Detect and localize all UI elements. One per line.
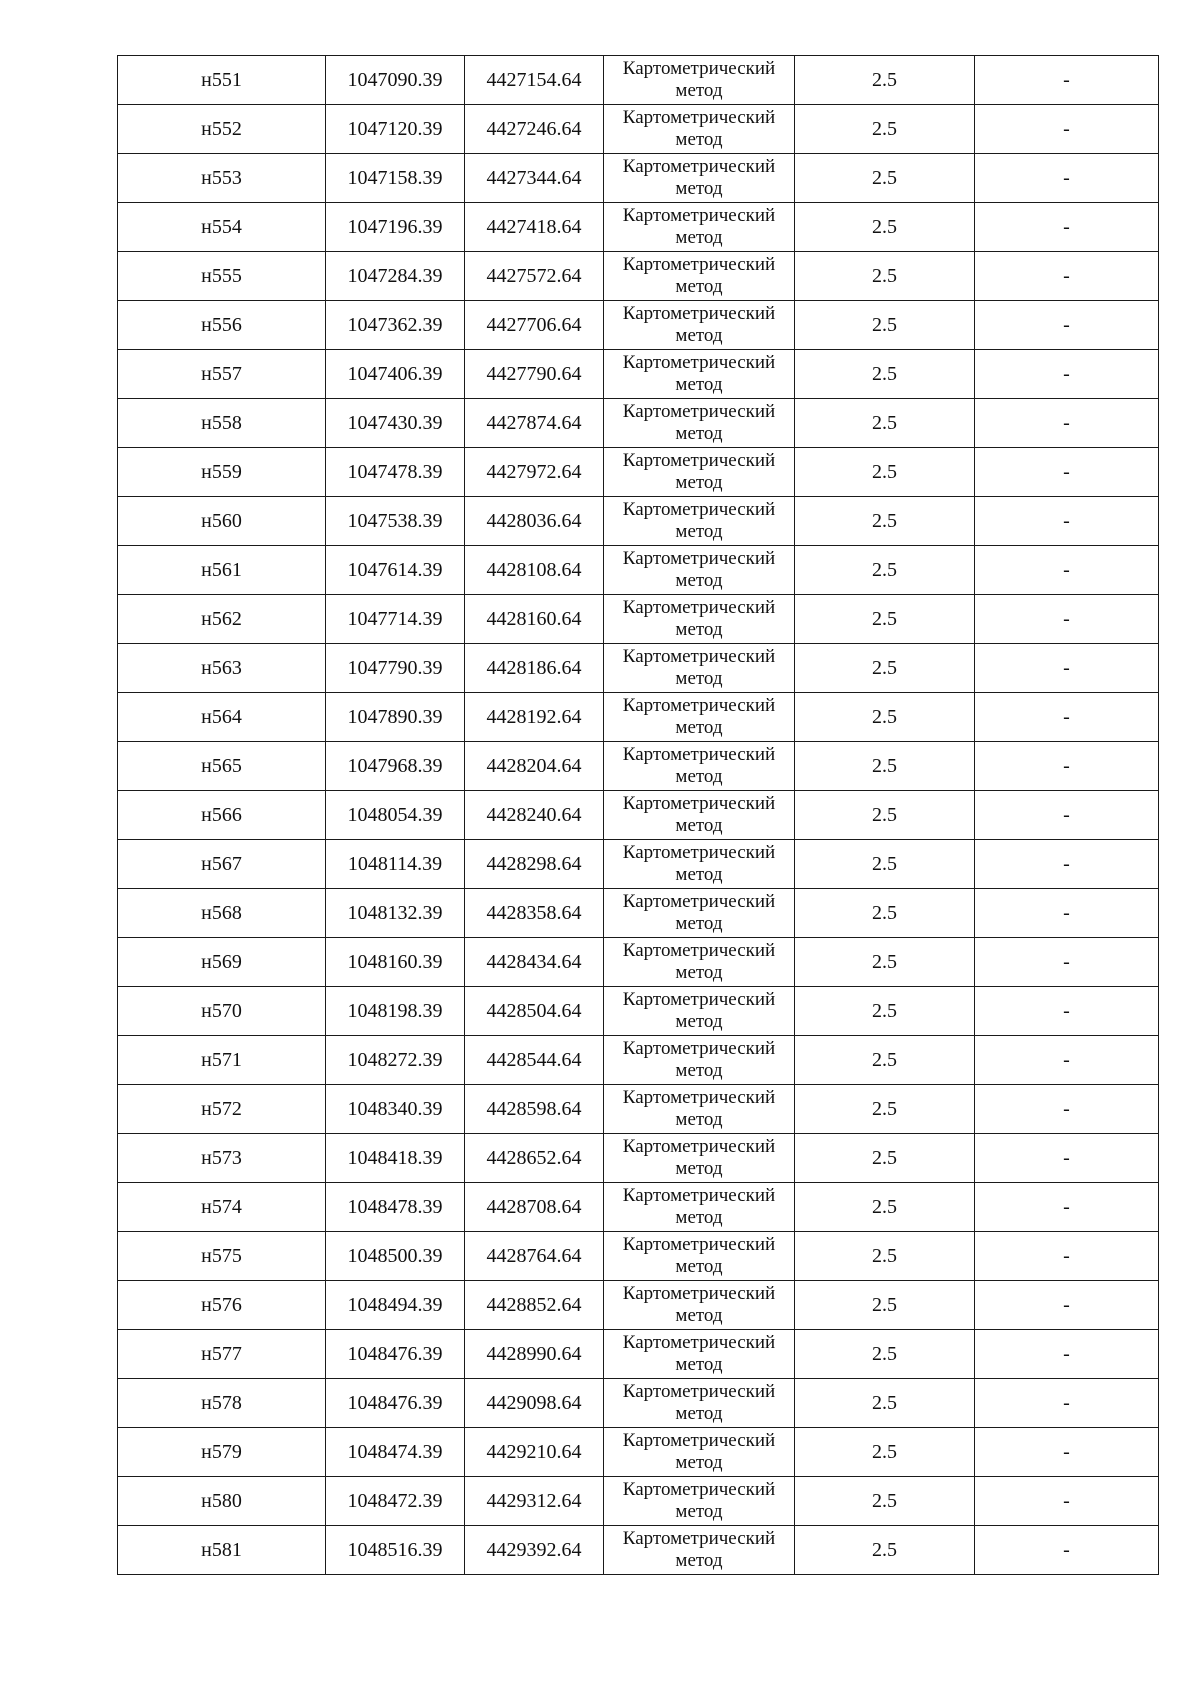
point-id-cell: н568 (118, 889, 326, 938)
accuracy-cell: 2.5 (795, 644, 975, 693)
x-coordinate-cell: 1048476.39 (326, 1330, 465, 1379)
y-coordinate-cell: 4428186.64 (465, 644, 604, 693)
accuracy-cell: 2.5 (795, 1085, 975, 1134)
y-coordinate-cell: 4428298.64 (465, 840, 604, 889)
method-line2: метод (675, 668, 723, 689)
point-id-cell: н553 (118, 154, 326, 203)
x-coordinate-cell: 1048272.39 (326, 1036, 465, 1085)
point-id-cell: н573 (118, 1134, 326, 1183)
method-line1: Картометрический (622, 989, 776, 1010)
point-id-cell: н554 (118, 203, 326, 252)
method-line1: Картометрический (622, 1136, 776, 1157)
table-row (118, 203, 1159, 252)
table-row (118, 938, 1159, 987)
y-coordinate-cell: 4428434.64 (465, 938, 604, 987)
point-id-cell: н562 (118, 595, 326, 644)
accuracy-cell: 2.5 (795, 1379, 975, 1428)
y-coordinate-cell: 4428852.64 (465, 1281, 604, 1330)
point-id-cell: н574 (118, 1183, 326, 1232)
y-coordinate-cell: 4428504.64 (465, 987, 604, 1036)
note-cell: - (975, 693, 1159, 742)
table-row (118, 644, 1159, 693)
x-coordinate-cell: 1048418.39 (326, 1134, 465, 1183)
method-line1: Картометрический (622, 107, 776, 128)
method-cell (604, 693, 795, 742)
note-cell: - (975, 791, 1159, 840)
method-line2: метод (675, 1207, 723, 1228)
table-row (118, 595, 1159, 644)
note-cell: - (975, 301, 1159, 350)
y-coordinate-cell: 4427972.64 (465, 448, 604, 497)
accuracy-cell: 2.5 (795, 1428, 975, 1477)
note-cell: - (975, 252, 1159, 301)
x-coordinate-cell: 1048476.39 (326, 1379, 465, 1428)
point-id-cell: н579 (118, 1428, 326, 1477)
table-row (118, 1379, 1159, 1428)
method-line1: Картометрический (622, 1479, 776, 1500)
y-coordinate-cell: 4429098.64 (465, 1379, 604, 1428)
method-cell (604, 1036, 795, 1085)
method-cell (604, 1183, 795, 1232)
y-coordinate-cell: 4428192.64 (465, 693, 604, 742)
method-cell (604, 938, 795, 987)
note-cell: - (975, 1134, 1159, 1183)
x-coordinate-cell: 1047614.39 (326, 546, 465, 595)
table-row (118, 1134, 1159, 1183)
method-line2: метод (675, 1109, 723, 1130)
method-line2: метод (675, 472, 723, 493)
note-cell: - (975, 595, 1159, 644)
method-line1: Картометрический (622, 450, 776, 471)
method-cell (604, 987, 795, 1036)
point-id-cell: н558 (118, 399, 326, 448)
y-coordinate-cell: 4427418.64 (465, 203, 604, 252)
accuracy-cell: 2.5 (795, 1134, 975, 1183)
note-cell: - (975, 154, 1159, 203)
point-id-cell: н572 (118, 1085, 326, 1134)
point-id-cell: н578 (118, 1379, 326, 1428)
method-line1: Картометрический (622, 548, 776, 569)
method-line2: метод (675, 766, 723, 787)
accuracy-cell: 2.5 (795, 301, 975, 350)
accuracy-cell: 2.5 (795, 1526, 975, 1575)
accuracy-cell: 2.5 (795, 203, 975, 252)
method-cell (604, 1330, 795, 1379)
method-cell (604, 350, 795, 399)
accuracy-cell: 2.5 (795, 1036, 975, 1085)
method-line2: метод (675, 227, 723, 248)
accuracy-cell: 2.5 (795, 399, 975, 448)
method-line1: Картометрический (622, 695, 776, 716)
method-line1: Картометрический (622, 1430, 776, 1451)
method-line1: Картометрический (622, 156, 776, 177)
note-cell: - (975, 987, 1159, 1036)
method-cell (604, 105, 795, 154)
point-id-cell: н569 (118, 938, 326, 987)
method-line1: Картометрический (622, 303, 776, 324)
method-cell (604, 203, 795, 252)
x-coordinate-cell: 1048132.39 (326, 889, 465, 938)
x-coordinate-cell: 1048500.39 (326, 1232, 465, 1281)
method-cell (604, 1379, 795, 1428)
note-cell: - (975, 889, 1159, 938)
method-cell (604, 1281, 795, 1330)
x-coordinate-cell: 1047430.39 (326, 399, 465, 448)
y-coordinate-cell: 4428544.64 (465, 1036, 604, 1085)
x-coordinate-cell: 1047968.39 (326, 742, 465, 791)
method-cell (604, 1085, 795, 1134)
method-line1: Картометрический (622, 1185, 776, 1206)
method-line2: метод (675, 815, 723, 836)
y-coordinate-cell: 4428990.64 (465, 1330, 604, 1379)
x-coordinate-cell: 1048114.39 (326, 840, 465, 889)
y-coordinate-cell: 4428204.64 (465, 742, 604, 791)
method-cell (604, 154, 795, 203)
method-line2: метод (675, 1305, 723, 1326)
x-coordinate-cell: 1047158.39 (326, 154, 465, 203)
accuracy-cell: 2.5 (795, 1330, 975, 1379)
method-line1: Картометрический (622, 205, 776, 226)
method-line1: Картометрический (622, 891, 776, 912)
note-cell: - (975, 350, 1159, 399)
method-line2: метод (675, 521, 723, 542)
note-cell: - (975, 840, 1159, 889)
table-row (118, 1477, 1159, 1526)
method-line2: метод (675, 80, 723, 101)
note-cell: - (975, 56, 1159, 105)
method-cell (604, 595, 795, 644)
y-coordinate-cell: 4429392.64 (465, 1526, 604, 1575)
y-coordinate-cell: 4427874.64 (465, 399, 604, 448)
method-line2: метод (675, 962, 723, 983)
y-coordinate-cell: 4427706.64 (465, 301, 604, 350)
y-coordinate-cell: 4428598.64 (465, 1085, 604, 1134)
method-cell (604, 840, 795, 889)
table-row (118, 399, 1159, 448)
x-coordinate-cell: 1047090.39 (326, 56, 465, 105)
x-coordinate-cell: 1048474.39 (326, 1428, 465, 1477)
coordinates-table-body (118, 56, 1159, 1575)
method-line2: метод (675, 717, 723, 738)
method-cell (604, 546, 795, 595)
note-cell: - (975, 644, 1159, 693)
table-row (118, 889, 1159, 938)
method-line1: Картометрический (622, 1381, 776, 1402)
method-line2: метод (675, 619, 723, 640)
method-cell (604, 301, 795, 350)
y-coordinate-cell: 4429312.64 (465, 1477, 604, 1526)
point-id-cell: н551 (118, 56, 326, 105)
accuracy-cell: 2.5 (795, 546, 975, 595)
x-coordinate-cell: 1047538.39 (326, 497, 465, 546)
method-line1: Картометрический (622, 940, 776, 961)
accuracy-cell: 2.5 (795, 889, 975, 938)
note-cell: - (975, 497, 1159, 546)
method-line2: метод (675, 1452, 723, 1473)
point-id-cell: н552 (118, 105, 326, 154)
method-line2: метод (675, 1354, 723, 1375)
note-cell: - (975, 1281, 1159, 1330)
point-id-cell: н559 (118, 448, 326, 497)
method-cell (604, 1477, 795, 1526)
note-cell: - (975, 1330, 1159, 1379)
point-id-cell: н571 (118, 1036, 326, 1085)
accuracy-cell: 2.5 (795, 742, 975, 791)
method-cell (604, 1428, 795, 1477)
y-coordinate-cell: 4427246.64 (465, 105, 604, 154)
accuracy-cell: 2.5 (795, 350, 975, 399)
method-cell (604, 252, 795, 301)
note-cell: - (975, 1379, 1159, 1428)
method-cell (604, 1134, 795, 1183)
table-row (118, 1526, 1159, 1575)
method-line1: Картометрический (622, 1528, 776, 1549)
table-row (118, 1183, 1159, 1232)
accuracy-cell: 2.5 (795, 252, 975, 301)
method-cell (604, 644, 795, 693)
method-cell (604, 56, 795, 105)
x-coordinate-cell: 1048494.39 (326, 1281, 465, 1330)
y-coordinate-cell: 4428160.64 (465, 595, 604, 644)
method-line1: Картометрический (622, 1234, 776, 1255)
method-line1: Картометрический (622, 793, 776, 814)
x-coordinate-cell: 1047790.39 (326, 644, 465, 693)
x-coordinate-cell: 1048472.39 (326, 1477, 465, 1526)
y-coordinate-cell: 4428708.64 (465, 1183, 604, 1232)
point-id-cell: н555 (118, 252, 326, 301)
note-cell: - (975, 1477, 1159, 1526)
y-coordinate-cell: 4427154.64 (465, 56, 604, 105)
method-line2: метод (675, 913, 723, 934)
accuracy-cell: 2.5 (795, 1477, 975, 1526)
table-row (118, 742, 1159, 791)
method-line2: метод (675, 570, 723, 591)
accuracy-cell: 2.5 (795, 154, 975, 203)
method-line1: Картометрический (622, 1038, 776, 1059)
method-line2: метод (675, 1256, 723, 1277)
y-coordinate-cell: 4427790.64 (465, 350, 604, 399)
table-row (118, 1232, 1159, 1281)
table-row (118, 56, 1159, 105)
y-coordinate-cell: 4427572.64 (465, 252, 604, 301)
y-coordinate-cell: 4428358.64 (465, 889, 604, 938)
x-coordinate-cell: 1048478.39 (326, 1183, 465, 1232)
method-line1: Картометрический (622, 58, 776, 79)
method-line2: метод (675, 178, 723, 199)
point-id-cell: н563 (118, 644, 326, 693)
y-coordinate-cell: 4427344.64 (465, 154, 604, 203)
y-coordinate-cell: 4428108.64 (465, 546, 604, 595)
point-id-cell: н566 (118, 791, 326, 840)
x-coordinate-cell: 1048516.39 (326, 1526, 465, 1575)
note-cell: - (975, 448, 1159, 497)
method-cell (604, 399, 795, 448)
y-coordinate-cell: 4428764.64 (465, 1232, 604, 1281)
method-line2: метод (675, 864, 723, 885)
method-cell (604, 1526, 795, 1575)
y-coordinate-cell: 4428036.64 (465, 497, 604, 546)
note-cell: - (975, 1232, 1159, 1281)
note-cell: - (975, 1183, 1159, 1232)
point-id-cell: н580 (118, 1477, 326, 1526)
x-coordinate-cell: 1048198.39 (326, 987, 465, 1036)
method-line2: метод (675, 1158, 723, 1179)
x-coordinate-cell: 1048340.39 (326, 1085, 465, 1134)
note-cell: - (975, 203, 1159, 252)
point-id-cell: н557 (118, 350, 326, 399)
method-line2: метод (675, 1060, 723, 1081)
method-line2: метод (675, 374, 723, 395)
method-line2: метод (675, 276, 723, 297)
accuracy-cell: 2.5 (795, 1281, 975, 1330)
accuracy-cell: 2.5 (795, 693, 975, 742)
table-row (118, 252, 1159, 301)
x-coordinate-cell: 1047196.39 (326, 203, 465, 252)
table-row (118, 350, 1159, 399)
method-line2: метод (675, 325, 723, 346)
point-id-cell: н560 (118, 497, 326, 546)
accuracy-cell: 2.5 (795, 938, 975, 987)
table-row (118, 154, 1159, 203)
table-row (118, 693, 1159, 742)
point-id-cell: н564 (118, 693, 326, 742)
method-line1: Картометрический (622, 254, 776, 275)
method-line1: Картометрический (622, 499, 776, 520)
point-id-cell: н565 (118, 742, 326, 791)
accuracy-cell: 2.5 (795, 595, 975, 644)
x-coordinate-cell: 1047890.39 (326, 693, 465, 742)
table-row (118, 1330, 1159, 1379)
point-id-cell: н570 (118, 987, 326, 1036)
accuracy-cell: 2.5 (795, 987, 975, 1036)
x-coordinate-cell: 1048054.39 (326, 791, 465, 840)
point-id-cell: н581 (118, 1526, 326, 1575)
x-coordinate-cell: 1047406.39 (326, 350, 465, 399)
accuracy-cell: 2.5 (795, 1183, 975, 1232)
method-line1: Картометрический (622, 1332, 776, 1353)
table-row (118, 1085, 1159, 1134)
note-cell: - (975, 1085, 1159, 1134)
method-line2: метод (675, 129, 723, 150)
table-row (118, 301, 1159, 350)
table-row (118, 448, 1159, 497)
x-coordinate-cell: 1047478.39 (326, 448, 465, 497)
y-coordinate-cell: 4428240.64 (465, 791, 604, 840)
x-coordinate-cell: 1048160.39 (326, 938, 465, 987)
note-cell: - (975, 546, 1159, 595)
method-cell (604, 448, 795, 497)
accuracy-cell: 2.5 (795, 1232, 975, 1281)
note-cell: - (975, 742, 1159, 791)
method-cell (604, 742, 795, 791)
method-cell (604, 889, 795, 938)
note-cell: - (975, 1428, 1159, 1477)
method-line2: метод (675, 1550, 723, 1571)
point-id-cell: н576 (118, 1281, 326, 1330)
accuracy-cell: 2.5 (795, 105, 975, 154)
x-coordinate-cell: 1047284.39 (326, 252, 465, 301)
table-row (118, 546, 1159, 595)
y-coordinate-cell: 4428652.64 (465, 1134, 604, 1183)
method-line2: метод (675, 423, 723, 444)
point-id-cell: н556 (118, 301, 326, 350)
point-id-cell: н575 (118, 1232, 326, 1281)
method-line2: метод (675, 1403, 723, 1424)
x-coordinate-cell: 1047362.39 (326, 301, 465, 350)
note-cell: - (975, 938, 1159, 987)
table-row (118, 1428, 1159, 1477)
table-row (118, 840, 1159, 889)
method-line1: Картометрический (622, 1283, 776, 1304)
method-line1: Картометрический (622, 352, 776, 373)
method-line1: Картометрический (622, 401, 776, 422)
table-row (118, 987, 1159, 1036)
accuracy-cell: 2.5 (795, 448, 975, 497)
coordinates-table (117, 55, 1159, 1575)
method-line1: Картометрический (622, 1087, 776, 1108)
x-coordinate-cell: 1047714.39 (326, 595, 465, 644)
method-line1: Картометрический (622, 597, 776, 618)
accuracy-cell: 2.5 (795, 56, 975, 105)
point-id-cell: н567 (118, 840, 326, 889)
note-cell: - (975, 1036, 1159, 1085)
accuracy-cell: 2.5 (795, 791, 975, 840)
table-row (118, 791, 1159, 840)
table-row (118, 1036, 1159, 1085)
table-row (118, 1281, 1159, 1330)
x-coordinate-cell: 1047120.39 (326, 105, 465, 154)
table-row (118, 497, 1159, 546)
method-line1: Картометрический (622, 744, 776, 765)
note-cell: - (975, 1526, 1159, 1575)
note-cell: - (975, 105, 1159, 154)
note-cell: - (975, 399, 1159, 448)
method-line2: метод (675, 1011, 723, 1032)
method-line2: метод (675, 1501, 723, 1522)
point-id-cell: н577 (118, 1330, 326, 1379)
y-coordinate-cell: 4429210.64 (465, 1428, 604, 1477)
accuracy-cell: 2.5 (795, 497, 975, 546)
method-cell (604, 497, 795, 546)
method-line1: Картометрический (622, 646, 776, 667)
method-cell (604, 1232, 795, 1281)
method-cell (604, 791, 795, 840)
method-line1: Картометрический (622, 842, 776, 863)
point-id-cell: н561 (118, 546, 326, 595)
accuracy-cell: 2.5 (795, 840, 975, 889)
table-row (118, 105, 1159, 154)
